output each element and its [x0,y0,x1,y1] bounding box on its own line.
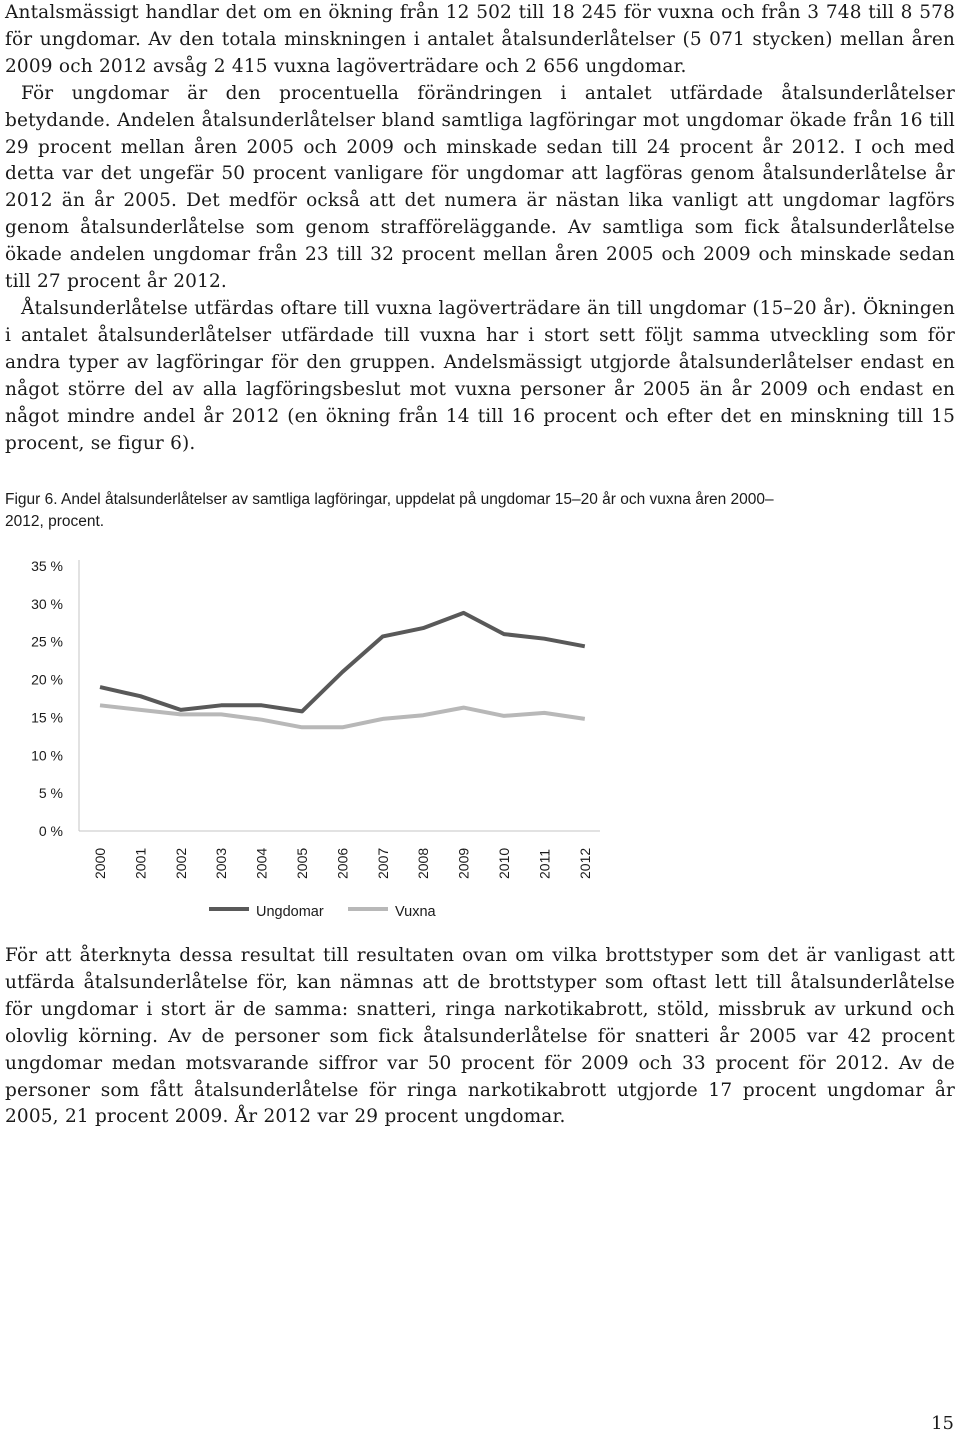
x-tick-label: 2005 [294,847,310,879]
x-tick-label: 2010 [496,847,512,879]
figure-caption-text: Andel åtalsunderlåtelser av samtliga lagföringar, uppdelat på ungdomar 15–20 år och vuxna åren 2000–2012, procent. [5,491,774,530]
legend-label: Ungdomar [256,904,324,920]
x-tick-label: 2009 [455,847,472,879]
y-tick-label: 0 % [38,823,63,839]
x-tick-label: 2008 [415,847,432,879]
x-tick-label: 2007 [374,847,391,879]
paragraph: För ungdomar är den procentuella förändringen i antalet utfärdade åtalsunderlåtelser betydande. Andelen åtalsunderlåtelser bland samtliga lagföringar mot ungdomar ökade från 16 till 29 procent mellan åren 2005 och 2009 och minskade sedan till 24 procent år 2012. I och med detta var det ungefär 50 procent vanligare för ungdomar att lagföras genom åtalsunderlåtelse år 2012 än år 2005. Det medför också att det numera är nästan lika vanligt att ungdomar lagförs genom åtalsunderlåtelse som genom strafföreläggande. Av samtliga som fick åtalsunderlåtelse ökade andelen ungdomar från 23 till 32 procent mellan åren 2005 och 2009 och minskade sedan till 27 procent år 2012. [5,82,955,293]
page-number: 15 [931,1413,954,1434]
x-tick-label: 2001 [132,847,149,879]
paragraph: Åtalsunderlåtelse utfärdas oftare till vuxna lagöverträdare än till ungdomar (15–20 år). Ökningen i antalet åtalsunderlåtelser utfärdade till vuxna har i stort sett följt samma utveckling som för andra typer av lagföringar för den gruppen. Andelsmässigt utgjorde åtalsunderlåtelser endast en något större del av alla lagföringsbeslut mot vuxna personer år 2005 än år 2009 och endast en något mindre andel år 2012 (en ökning från 14 till 16 procent och efter det en minskning till 15 procent, se figur 6). [5,297,955,454]
x-tick-label: 2004 [253,847,270,879]
y-tick-label: 35 % [31,558,63,574]
x-tick-label: 2002 [172,847,189,879]
chart-svg [0,548,960,928]
y-tick-label: 15 % [31,709,63,726]
legend-label: Vuxna [395,904,436,920]
x-tick-label: 2000 [92,847,108,879]
figure-caption [5,489,785,532]
paragraph: Antalsmässigt handlar det om en ökning från 12 502 till 18 245 för vuxna och från 3 748 till 8 578 för ungdomar. Av den totala minskningen i antalet åtalsunderlåtelser (5 071 stycken) mellan åren 2009 och 2012 avsåg 2 415 vuxna lagöverträdare och 2 656 ungdomar. [5,2,955,77]
x-tick-label: 2012 [576,847,593,879]
x-tick-label: 2003 [213,847,230,879]
y-tick-label: 20 % [31,671,63,688]
series-line-ungdomar [100,613,585,712]
body-text-bottom [5,943,955,1131]
line-chart [0,548,960,928]
y-tick-label: 10 % [31,747,63,764]
figure-label: Figur 6. [5,491,58,508]
y-tick-label: 25 % [31,633,63,650]
x-tick-label: 2006 [334,847,351,879]
x-tick-label: 2011 [536,848,553,879]
paragraph: För att återknyta dessa resultat till resultaten ovan om vilka brottstyper som det är vanligast att utfärda åtalsunderlåtelse för, kan nämnas att de brottstyper som oftast lett till åtalsunderlåtelse för ungdomar i stort är de samma: snatteri, ringa narkotikabrott, stöld, missbruk av urkund och olovlig körning. Av de personer som fick åtalsunderlåtelse för snatteri år 2005 var 42 procent ungdomar medan motsvarande siffror var 50 procent för 2009 och 33 procent för 2012. Av de personer som fått åtalsunderlåtelse för ringa narkotikabrott utgjorde 17 procent ungdomar år 2005, 21 procent 2009. År 2012 var 29 procent ungdomar. [5,945,955,1128]
y-tick-label: 5 % [38,785,63,802]
body-text-top [5,0,955,457]
y-tick-label: 30 % [31,595,63,612]
